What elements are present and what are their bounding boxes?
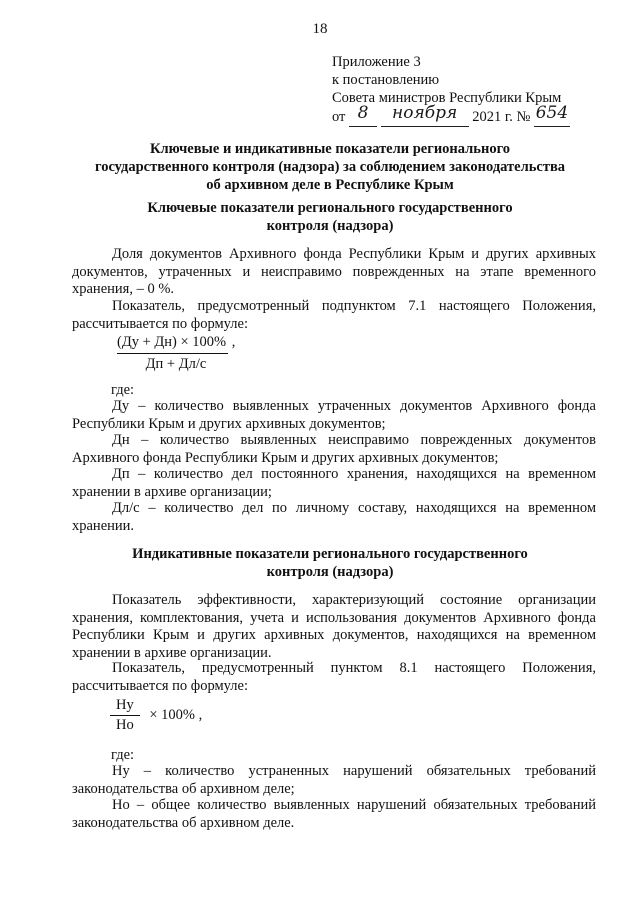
ind-formula-fraction [110,697,140,734]
ind-formula-numerator: Ну [110,697,140,716]
ind-definition-no: Но – общее количество выявленных нарушений обязательных требований законодательства об архивном деле. [72,797,596,831]
main-title [60,140,600,194]
ind-heading-line-1: Индикативные показатели регионального государственного [132,546,528,562]
appendix-line-2: к постановлению [332,72,440,88]
main-title-line-2: государственного контроля (надзора) за соблюдением законодательства [94,159,566,175]
key-formula [117,334,235,373]
indicative-section-heading [60,545,600,581]
handwritten-day: 8 [357,103,369,123]
key-definition-du: Ду – количество выявленных утраченных документов Архивного фонда Республики Крым и других архивных документов; [72,398,596,432]
ind-formula-denominator: Но [116,717,134,733]
key-where-label: где: [111,382,135,398]
ind-formula [110,697,202,734]
key-definition-dn: Дн – количество выявленных неисправимо поврежденных документов Архивного фонда Республики Крым и других архивных документов; [72,432,596,466]
page-number: 18 [312,21,328,37]
ind-where-label: где: [111,747,135,763]
appendix-block [332,53,570,127]
main-title-line-3: об архивном деле в Республике Крым [206,177,454,193]
key-definition-dls: Дл/с – количество дел по личному составу, находящихся на временном хранении. [72,500,596,534]
handwritten-number: 654 [535,103,569,123]
appendix-line-3: Совета министров Республики Крым [332,90,562,106]
key-definition-dp: Дп – количество дел постоянного хранения, находящихся на временном хранении в архиве организации; [72,466,596,500]
key-section-heading [60,199,600,235]
key-heading-line-2: контроля (надзора) [266,218,394,234]
key-formula-denominator: Дп + Дл/с [145,356,207,372]
appendix-date-line [332,103,570,127]
handwritten-month: ноября [392,103,458,123]
key-paragraph-1: Доля документов Архивного фонда Республики Крым и других архивных документов, утраченных и неисправимо поврежденных на этапе временного хранения, – 0 %. [72,246,596,297]
ind-paragraph-2: Показатель, предусмотренный пунктом 8.1 настоящего Положения, рассчитывается по формуле: [72,660,596,694]
year-text: 2021 г. № [472,109,531,125]
main-title-line-1: Ключевые и индикативные показатели регионального [149,141,511,157]
key-heading-line-1: Ключевые показатели регионального государственного [147,200,513,216]
key-paragraph-2: Показатель, предусмотренный подпунктом 7.1 настоящего Положения, рассчитывается по формуле: [72,298,596,332]
date-day-field [349,103,377,127]
appendix-line-1: Приложение 3 [332,54,421,70]
from-label: от [332,109,346,125]
key-formula-numerator: (Ду + Дн) × 100% [117,334,228,354]
date-month-field [381,103,469,127]
ind-heading-line-2: контроля (надзора) [266,564,394,580]
ind-formula-multiplier: × 100% , [149,707,203,723]
key-formula-comma: , [231,334,236,350]
doc-number-field [534,103,570,127]
ind-definition-nu: Ну – количество устраненных нарушений обязательных требований законодательства об архивном деле; [72,763,596,797]
ind-paragraph-1: Показатель эффективности, характеризующий состояние организации хранения, комплектования, учета и использования документов Архивного фонда Республики Крым и других архивных документов, находящихся на временном хранении в архиве организации. [72,592,596,661]
